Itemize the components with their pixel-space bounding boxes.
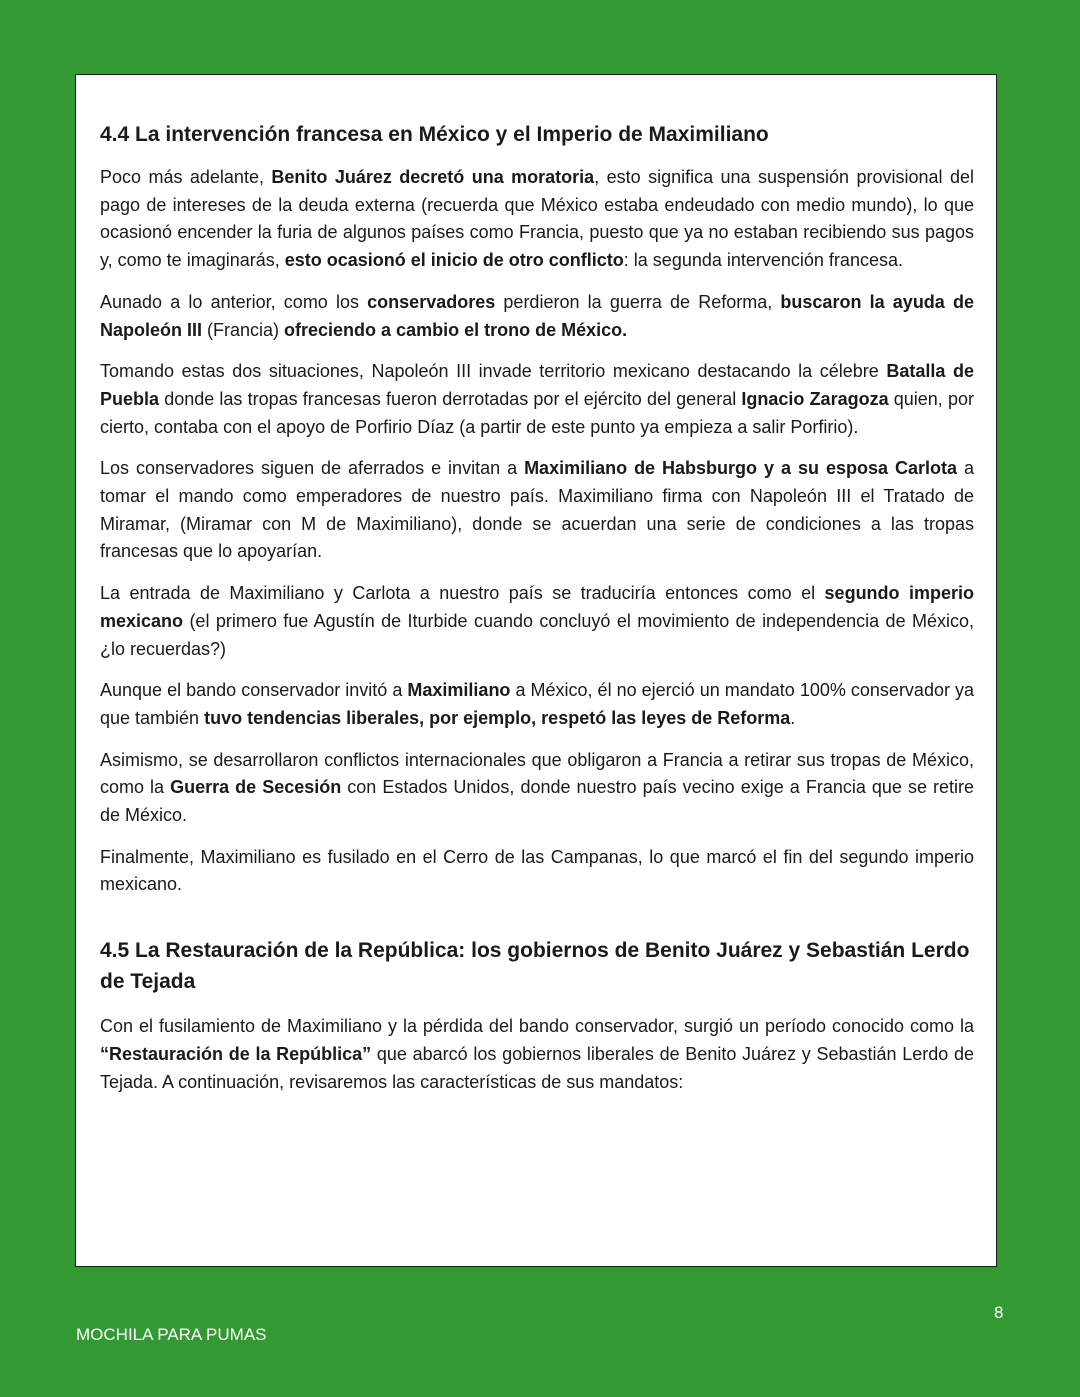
bold-text: tuvo tendencias liberales, por ejemplo, respetó las leyes de Reforma <box>204 707 791 728</box>
text-run: quien, por cierto, contaba con el apoyo de Porfirio Díaz (a partir de este punto ya empieza a salir Porfirio). <box>100 388 974 437</box>
text-run: . <box>790 707 796 728</box>
paragraph <box>100 580 974 663</box>
page-content-box <box>75 74 997 1267</box>
bold-text: Guerra de Secesión <box>170 777 342 798</box>
text-run: (el primero fue Agustín de Iturbide cuando concluyó el movimiento de independencia de México, ¿lo recuerdas?) <box>100 610 974 659</box>
text-run: Poco más adelante, <box>100 167 272 187</box>
text-run: La entrada de Maximiliano y Carlota a nuestro país se traduciría entonces como el <box>100 583 825 604</box>
text-run: perdieron la guerra de Reforma, <box>495 291 781 312</box>
text-run: donde las tropas francesas fueron derrotadas por el ejército del general <box>159 388 742 409</box>
bold-text: buscaron la ayuda de Napoleón III <box>100 291 974 340</box>
text-run: (Francia) <box>202 319 285 340</box>
bold-text: Benito Juárez decretó una moratoria <box>271 167 595 187</box>
bold-text: Maximiliano de Habsburgo y a su esposa Carlota <box>524 458 957 479</box>
page-number: 8 <box>994 1303 1004 1322</box>
section-body-4-4 <box>100 164 974 899</box>
bold-text: conservadores <box>367 291 496 312</box>
text-run: Aunque el bando conservador invitó a <box>100 680 408 701</box>
paragraph <box>100 455 974 566</box>
bold-text: Maximiliano <box>407 680 511 701</box>
paragraph <box>100 677 974 732</box>
paragraph <box>100 844 974 899</box>
paragraph <box>100 164 974 275</box>
text-run: Tomando estas dos situaciones, Napoleón III invade territorio mexicano destacando la célebre <box>100 361 887 382</box>
paragraph <box>100 747 974 830</box>
text-run: : la segunda intervención francesa. <box>623 250 903 271</box>
text-run: a tomar el mando como emperadores de nuestro país. Maximiliano firma con Napoleón III el Tratado de Miramar, (Miramar con M de Maximiliano), donde se acuerdan una serie de condiciones a las tropas francesas que lo apoyarían. <box>100 458 974 562</box>
bold-text: Batalla de Puebla <box>100 361 974 409</box>
paragraph <box>100 358 974 441</box>
section-body-4-5 <box>100 1013 974 1096</box>
text-run: , esto significa una suspensión provisional del pago de intereses de la deuda externa (recuerda que México estaba endeudado con medio mundo), lo que ocasionó encender la furia de algunos países como Francia, puesto que ya no estaban recibiendo sus pagos y, como te imaginarás, <box>100 167 974 271</box>
text-run: Asimismo, se desarrollaron conflictos internacionales que obligaron a Francia a retirar sus tropas de México, como la <box>100 749 974 798</box>
bold-text: ofreciendo a cambio el trono de México. <box>284 319 628 340</box>
text-run: Los conservadores siguen de aferrados e invitan a <box>100 458 525 479</box>
bold-text: “Restauración de la República” <box>100 1043 372 1064</box>
text-run: Con el fusilamiento de Maximiliano y la pérdida del bando conservador, surgió un período conocido como la <box>100 1016 974 1037</box>
bold-text: Ignacio Zaragoza <box>741 388 889 409</box>
paragraph <box>100 289 974 344</box>
text-run: Finalmente, Maximiliano es fusilado en el Cerro de las Campanas, lo que marcó el fin del segundo imperio mexicano. <box>100 846 974 895</box>
text-run: a México, él no ejerció un mandato 100% conservador ya que también <box>100 680 975 728</box>
bold-text: segundo imperio mexicano <box>100 583 974 631</box>
text-run: Aunado a lo anterior, como los <box>100 291 368 312</box>
text-run: que abarcó los gobiernos liberales de Benito Juárez y Sebastián Lerdo de Tejada. A continuación, revisaremos las características de sus mandatos: <box>100 1043 974 1092</box>
section-heading-4-4: 4.4 La intervención francesa en México y el Imperio de Maximiliano <box>100 123 769 146</box>
document-content <box>100 119 974 1110</box>
text-run: con Estados Unidos, donde nuestro país vecino exige a Francia que se retire de México. <box>100 777 974 826</box>
paragraph <box>100 1013 974 1096</box>
footer-brand: MOCHILA PARA PUMAS <box>76 1325 267 1344</box>
section-heading-4-5: 4.5 La Restauración de la República: los gobiernos de Benito Juárez y Sebastián Lerdo de Tejada <box>100 939 970 994</box>
bold-text: esto ocasionó el inicio de otro conflicto <box>284 250 624 271</box>
